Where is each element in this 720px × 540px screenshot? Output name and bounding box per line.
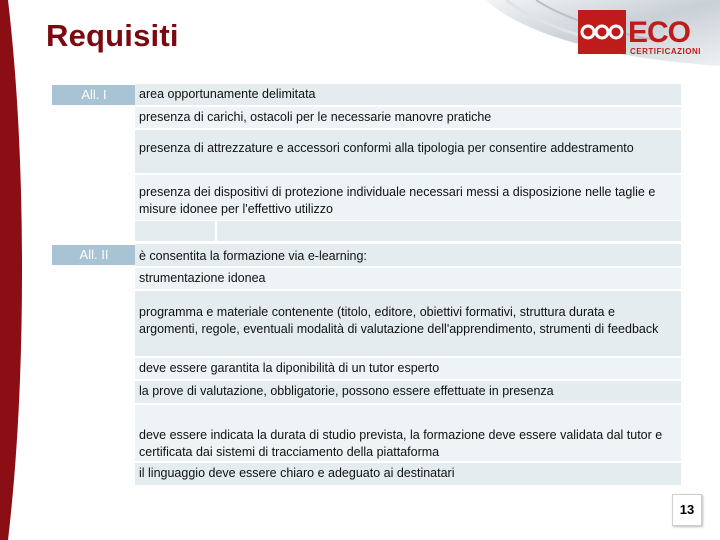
requirement-row: presenza di carichi, ostacoli per le necessarie manovre pratiche [135,107,681,128]
section-label-all-i: All. I [52,85,136,105]
requirement-row: è consentita la formazione via e-learning: [135,244,681,266]
empty-table-row [135,221,681,241]
logo-subtitle: CERTIFICAZIONI [630,47,701,56]
page-number: 13 [672,494,702,526]
requirement-row: il linguaggio deve essere chiaro e adeguato ai destinatari [135,463,681,485]
requirement-row: deve essere garantita la diponibilità di un tutor esperto [135,358,681,379]
logo-mark [578,10,626,54]
requirement-row: area opportunamente delimitata [135,84,681,105]
requirement-row: programma e materiale contenente (titolo, editore, obiettivi formativi, struttura durata e argomenti, regole, eventuali modalità di valutazione dell'apprendimento, strumenti di feedback [135,291,681,356]
requirement-row: deve essere indicata la durata di studio prevista, la formazione deve essere validata dal tutor e certificata dai sistemi di tracciamento della piattaforma [135,405,681,461]
logo-text: ECO [628,16,691,49]
requirement-row: presenza dei dispositivi di protezione individuale necessari messi a disposizione nelle taglie e misure idonee per l'effettivo utilizzo [135,175,681,220]
requirement-row: strumentazione idonea [135,268,681,289]
logo-rings-icon [578,10,626,54]
requirement-row: la prove di valutazione, obbligatorie, possono essere effettuate in presenza [135,381,681,403]
left-accent-bar [0,0,22,540]
requirement-row: presenza di attrezzature e accessori conformi alla tipologia per consentire addestramento [135,130,681,173]
section-label-all-ii: All. II [52,245,136,265]
page-title: Requisiti [46,18,179,53]
